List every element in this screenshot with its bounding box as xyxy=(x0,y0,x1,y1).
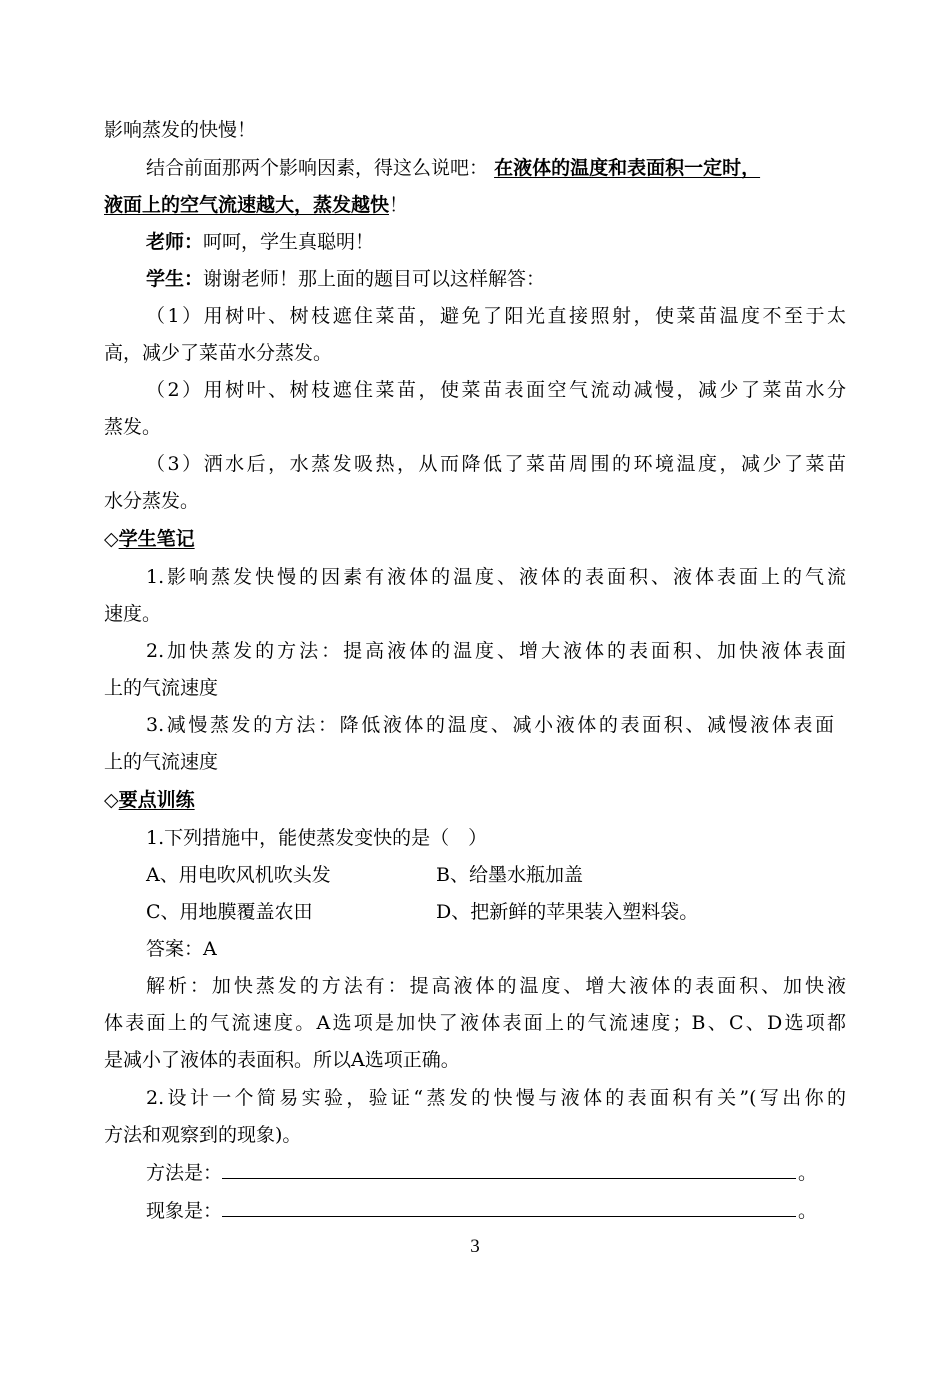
diamond-icon: ◇ xyxy=(104,528,119,550)
options-row xyxy=(146,900,313,924)
option-d: D、把新鲜的苹果装入塑料袋。 xyxy=(436,901,699,923)
section-heading-notes xyxy=(104,527,195,551)
option-c: C、用地膜覆盖农田 xyxy=(146,901,313,923)
answer-line: 蒸发。 xyxy=(104,416,162,438)
method-row xyxy=(146,1160,817,1185)
method-label: 方法是： xyxy=(146,1162,223,1184)
dialogue-line xyxy=(146,267,545,291)
paragraph-line: 影响蒸发的快慢！ xyxy=(104,119,257,141)
phenomenon-label: 现象是： xyxy=(146,1200,223,1222)
paragraph-line xyxy=(104,193,408,217)
explanation-line: 是减小了液体的表面积。所以A选项正确。 xyxy=(104,1049,460,1071)
phenomenon-row xyxy=(146,1198,817,1223)
option-b: B、给墨水瓶加盖 xyxy=(436,864,583,886)
section-heading-text: 要点训练 xyxy=(118,789,195,811)
note-line: 上的气流速度 xyxy=(104,677,219,699)
page-number: 3 xyxy=(470,1236,480,1257)
section-heading-text: 学生笔记 xyxy=(118,528,195,550)
answer: 答案：A xyxy=(146,938,217,960)
section-heading-training xyxy=(104,788,195,812)
blank-end: 。 xyxy=(798,1200,818,1222)
emphasized-conclusion: 液面上的空气流速越大，蒸发越快 xyxy=(104,194,390,216)
dialogue-line xyxy=(146,230,374,254)
paragraph-text: 结合前面那两个影响因素，得这么说吧： xyxy=(146,157,489,179)
dialogue-text: 谢谢老师！那上面的题目可以这样解答： xyxy=(203,268,546,290)
explanation-line: 体表面上的气流速度。A选项是加快了液体表面上的气流速度；B、C、D选项都 xyxy=(104,1012,846,1034)
paragraph-line xyxy=(146,156,760,180)
speaker-label: 老师： xyxy=(146,231,204,253)
question-1: 1.下列措施中，能使蒸发变快的是（ ） xyxy=(146,827,488,849)
option-a: A、用电吹风机吹头发 xyxy=(146,864,331,886)
diamond-icon: ◇ xyxy=(104,789,119,811)
note-line: 速度。 xyxy=(104,603,162,625)
method-blank[interactable] xyxy=(222,1160,796,1179)
answer-line: 高，减少了菜苗水分蒸发。 xyxy=(104,342,333,364)
note-line: 1.影响蒸发快慢的因素有液体的温度、液体的表面积、液体表面上的气流 xyxy=(146,566,846,588)
phenomenon-blank[interactable] xyxy=(222,1198,796,1217)
question-2: 2.设计一个简易实验，验证“蒸发的快慢与液体的表面积有关”(写出你的 xyxy=(146,1087,846,1109)
note-line: 2.加快蒸发的方法：提高液体的温度、增大液体的表面积、加快液体表面 xyxy=(146,640,846,662)
blank-end: 。 xyxy=(798,1162,818,1184)
speaker-label: 学生： xyxy=(146,268,204,290)
emphasized-conclusion: 在液体的温度和表面积一定时， xyxy=(494,157,761,179)
dialogue-text: 呵呵，学生真聪明！ xyxy=(203,231,375,253)
options-row xyxy=(146,863,331,887)
answer-line: （3）洒水后，水蒸发吸热，从而降低了菜苗周围的环境温度，减少了菜苗 xyxy=(146,453,846,475)
answer-line: 水分蒸发。 xyxy=(104,490,200,512)
question-2: 方法和观察到的现象)。 xyxy=(104,1124,302,1146)
answer-line: （2）用树叶、树枝遮住菜苗，使菜苗表面空气流动减慢，减少了菜苗水分 xyxy=(146,379,846,401)
note-line: 3.减慢蒸发的方法：降低液体的温度、减小液体的表面积、减慢液体表面 xyxy=(146,714,834,736)
paragraph-text: ！ xyxy=(389,194,409,216)
explanation-line: 解析：加快蒸发的方法有：提高液体的温度、增大液体的表面积、加快液 xyxy=(146,975,846,997)
answer-line: （1）用树叶、树枝遮住菜苗，避免了阳光直接照射，使菜苗温度不至于太 xyxy=(146,305,846,327)
note-line: 上的气流速度 xyxy=(104,751,219,773)
